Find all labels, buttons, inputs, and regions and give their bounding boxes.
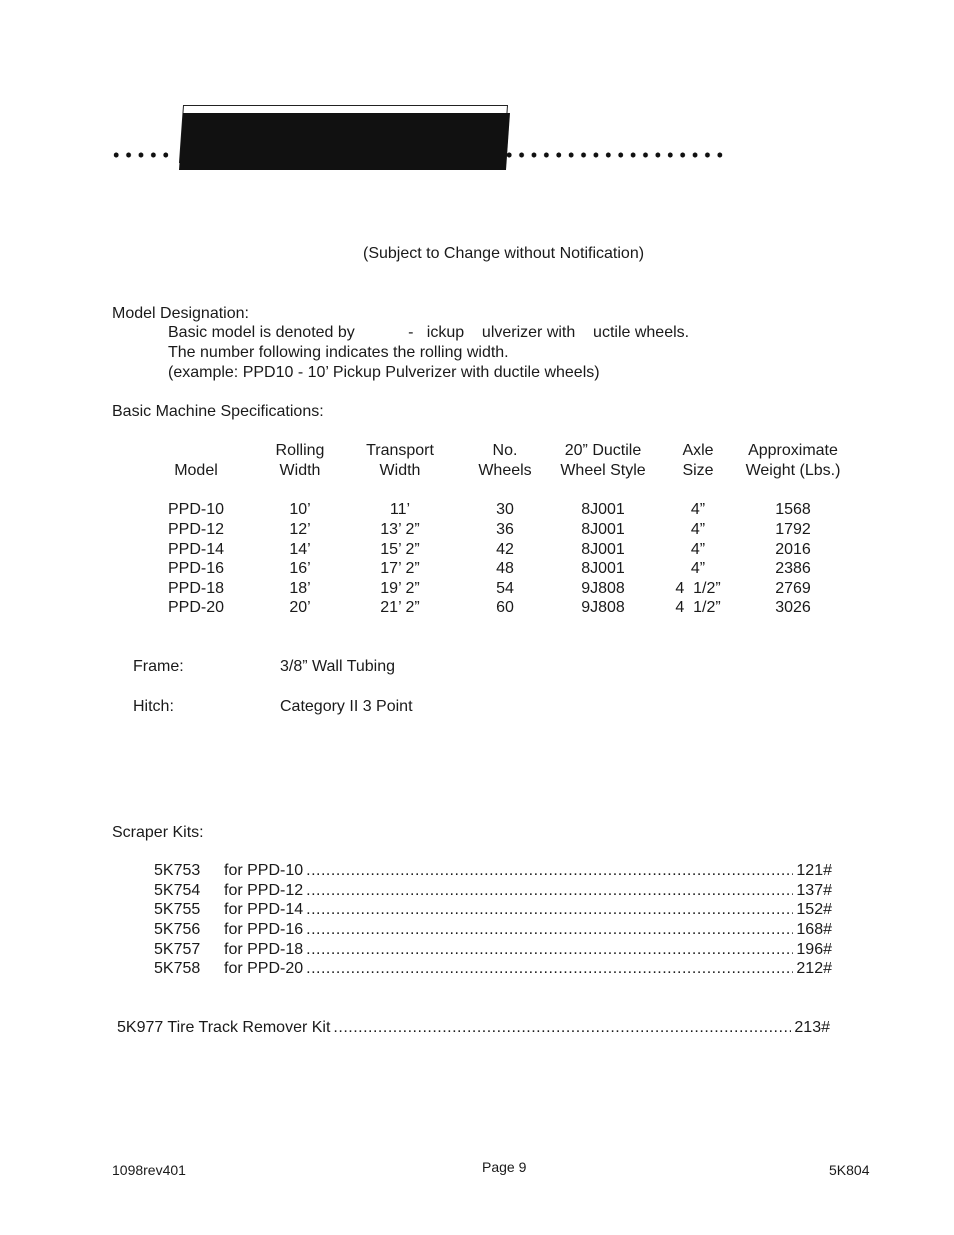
cell-axle-size: 4” bbox=[690, 541, 706, 558]
kit-description: for PPD-20 bbox=[224, 960, 304, 977]
cell-rolling-width: 20’ bbox=[289, 599, 311, 616]
cell-weight: 2386 bbox=[775, 560, 811, 577]
cell-weight: 1568 bbox=[775, 501, 811, 518]
cell-wheel-style: 8J001 bbox=[581, 560, 625, 577]
kit-description: 5K977 Tire Track Remover Kit bbox=[117, 1019, 331, 1036]
header-no: No. bbox=[492, 442, 518, 459]
dot-leader bbox=[306, 941, 793, 959]
dot-leader bbox=[306, 901, 793, 919]
footer-part-number: 5K804 bbox=[829, 1162, 870, 1178]
cell-model: PPD-16 bbox=[167, 560, 225, 577]
cell-rolling-width: 12’ bbox=[289, 521, 311, 538]
model-designation-line-3: (example: PPD10 - 10’ Pickup Pulverizer with ductile wheels) bbox=[168, 364, 600, 381]
footer-revision: 1098rev401 bbox=[112, 1162, 186, 1178]
list-item bbox=[154, 960, 832, 980]
header-width: Width bbox=[379, 462, 421, 479]
cell-wheel-style: 8J001 bbox=[581, 501, 625, 518]
kit-weight: 196# bbox=[796, 941, 832, 958]
header-weight: Weight (Lbs.) bbox=[745, 462, 841, 479]
dot-leader bbox=[306, 921, 793, 939]
kit-part-number: 5K757 bbox=[154, 941, 201, 958]
cell-rolling-width: 18’ bbox=[289, 580, 311, 597]
cell-transport-width: 19’ 2” bbox=[380, 580, 420, 597]
kit-description: for PPD-12 bbox=[224, 882, 304, 899]
cell-transport-width: 13’ 2” bbox=[380, 521, 420, 538]
header-ductile: 20” Ductile bbox=[564, 442, 642, 459]
cell-axle-size: 4” bbox=[690, 501, 706, 518]
header-transport: Transport bbox=[366, 442, 434, 459]
cell-wheel-style: 8J001 bbox=[581, 541, 625, 558]
frame-value: 3/8” Wall Tubing bbox=[280, 658, 396, 675]
cell-wheel-style: 9J808 bbox=[581, 580, 625, 597]
list-item bbox=[154, 921, 832, 941]
kit-part-number: 5K754 bbox=[154, 882, 201, 899]
header-wheel-style: Wheel Style bbox=[560, 462, 646, 479]
cell-model: PPD-10 bbox=[167, 501, 225, 518]
kit-weight: 121# bbox=[796, 862, 832, 879]
cell-wheels: 36 bbox=[496, 521, 514, 538]
kit-weight: 212# bbox=[796, 960, 832, 977]
cell-transport-width: 15’ 2” bbox=[380, 541, 420, 558]
kit-part-number: 5K756 bbox=[154, 921, 201, 938]
list-item bbox=[154, 862, 832, 882]
page-number: Page 9 bbox=[482, 1159, 527, 1175]
cell-rolling-width: 10’ bbox=[289, 501, 311, 518]
header-size: Size bbox=[682, 462, 714, 479]
dot-leader bbox=[306, 882, 793, 900]
cell-wheels: 54 bbox=[496, 580, 514, 597]
cell-weight: 1792 bbox=[775, 521, 811, 538]
cell-wheels: 48 bbox=[496, 560, 514, 577]
tire-track-remover-kit bbox=[117, 1019, 830, 1039]
kit-description: for PPD-10 bbox=[224, 862, 304, 879]
frame-label: Frame: bbox=[133, 658, 184, 675]
header-approximate: Approximate bbox=[748, 442, 838, 459]
cell-rolling-width: 16’ bbox=[289, 560, 311, 577]
cell-model: PPD-20 bbox=[167, 599, 225, 616]
cell-transport-width: 17’ 2” bbox=[380, 560, 420, 577]
cell-axle-size: 4” bbox=[690, 521, 706, 538]
cell-wheels: 30 bbox=[496, 501, 514, 518]
cell-transport-width: 21’ 2” bbox=[380, 599, 420, 616]
cell-wheel-style: 9J808 bbox=[581, 599, 625, 616]
kit-weight: 137# bbox=[796, 882, 832, 899]
header-axle: Axle bbox=[682, 442, 714, 459]
header-model: Model bbox=[174, 462, 218, 479]
kit-weight: 168# bbox=[796, 921, 832, 938]
kit-weight: 213# bbox=[794, 1019, 830, 1036]
leader-dots-right bbox=[503, 152, 729, 158]
kit-part-number: 5K758 bbox=[154, 960, 201, 977]
model-designation-heading: Model Designation: bbox=[112, 305, 249, 322]
kit-part-number: 5K755 bbox=[154, 901, 201, 918]
cell-weight: 2016 bbox=[775, 541, 811, 558]
header-width: Width bbox=[279, 462, 321, 479]
header-wheels: Wheels bbox=[478, 462, 532, 479]
dot-leader bbox=[333, 1019, 791, 1037]
cell-wheels: 60 bbox=[496, 599, 514, 616]
model-designation-line-2: The number following indicates the rolling width. bbox=[168, 344, 509, 361]
kit-description: for PPD-18 bbox=[224, 941, 304, 958]
cell-transport-width: 11’ bbox=[389, 501, 411, 518]
cell-axle-size: 4 1/2” bbox=[675, 599, 721, 616]
cell-weight: 2769 bbox=[775, 580, 811, 597]
specs-heading: Basic Machine Specifications: bbox=[112, 403, 324, 420]
leader-dots-left bbox=[110, 152, 172, 158]
dot-leader bbox=[306, 862, 793, 880]
cell-wheels: 42 bbox=[496, 541, 514, 558]
kit-weight: 152# bbox=[796, 901, 832, 918]
header-rolling: Rolling bbox=[275, 442, 325, 459]
list-item bbox=[154, 882, 832, 902]
kit-description: for PPD-14 bbox=[224, 901, 304, 918]
model-designation-line-1: Basic model is denoted by - ickup ulverizer with uctile wheels. bbox=[168, 324, 690, 341]
dot-leader bbox=[306, 960, 793, 978]
list-item bbox=[154, 901, 832, 921]
hitch-value: Category II 3 Point bbox=[280, 698, 413, 715]
kit-part-number: 5K753 bbox=[154, 862, 201, 879]
kit-description: for PPD-16 bbox=[224, 921, 304, 938]
cell-model: PPD-18 bbox=[167, 580, 225, 597]
cell-model: PPD-12 bbox=[167, 521, 225, 538]
cell-axle-size: 4” bbox=[690, 560, 706, 577]
scraper-kits-heading: Scraper Kits: bbox=[112, 824, 204, 841]
cell-weight: 3026 bbox=[775, 599, 811, 616]
banner-block bbox=[179, 113, 510, 170]
subtitle-note: (Subject to Change without Notification) bbox=[363, 245, 645, 262]
cell-model: PPD-14 bbox=[167, 541, 225, 558]
cell-rolling-width: 14’ bbox=[289, 541, 311, 558]
hitch-label: Hitch: bbox=[133, 698, 174, 715]
cell-wheel-style: 8J001 bbox=[581, 521, 625, 538]
list-item bbox=[154, 941, 832, 961]
cell-axle-size: 4 1/2” bbox=[675, 580, 721, 597]
